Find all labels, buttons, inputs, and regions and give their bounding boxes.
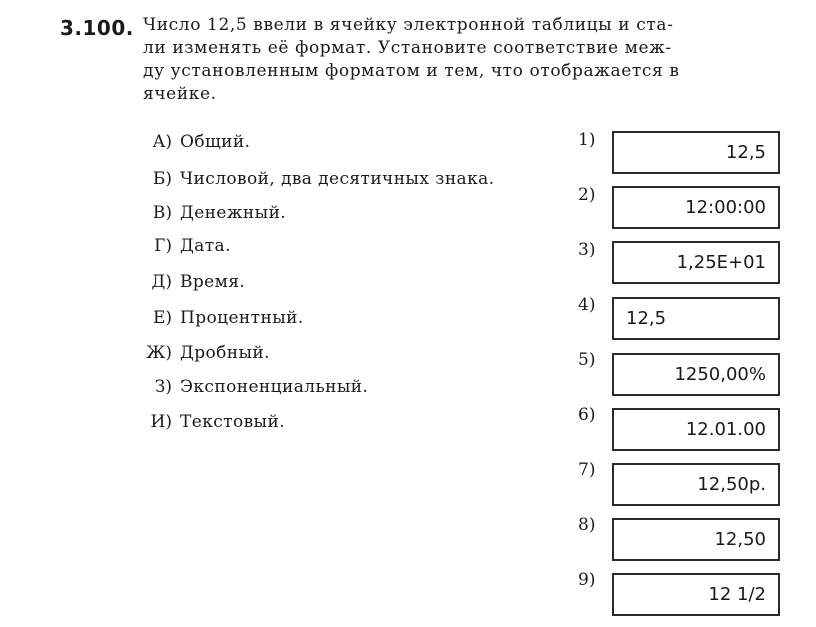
problem-number: 3.100. (60, 16, 134, 40)
cell-value-3: 1,25E+01 (676, 252, 766, 273)
format-label-e: Процентный. (180, 308, 304, 328)
cell-value-7: 12,50р. (697, 474, 766, 495)
cell-display-3 (612, 241, 780, 284)
format-letter-e: Е) (152, 308, 172, 328)
cell-display-4 (612, 297, 780, 340)
format-label-g: Дата. (180, 236, 231, 256)
cell-number-2: 2) (578, 185, 596, 205)
cell-value-8: 12,50 (714, 529, 766, 550)
problem-statement (143, 14, 793, 106)
format-label-v: Денежный. (180, 203, 287, 223)
cell-value-1: 12,5 (725, 142, 766, 163)
cell-display-1 (612, 131, 780, 174)
format-letter-v: В) (152, 203, 172, 223)
format-letter-b: Б) (152, 169, 172, 189)
cell-value-6: 12.01.00 (685, 419, 766, 440)
cell-number-7: 7) (578, 460, 596, 480)
format-label-a: Общий. (180, 132, 251, 152)
problem-line: ли изменять её формат. Установите соответствие меж- (143, 38, 672, 58)
cell-display-7 (612, 463, 780, 506)
format-letter-d: Д) (151, 272, 172, 292)
cell-number-6: 6) (578, 405, 596, 425)
problem-line: ячейке. (143, 84, 217, 104)
cell-value-9: 12 1/2 (708, 584, 766, 605)
cell-display-8 (612, 518, 780, 561)
cell-number-4: 4) (578, 295, 596, 315)
format-letter-i: И) (150, 412, 172, 432)
cell-number-5: 5) (578, 350, 596, 370)
cell-display-5 (612, 353, 780, 396)
cell-display-6 (612, 408, 780, 451)
format-label-i: Текстовый. (180, 412, 286, 432)
cell-value-2: 12:00:00 (685, 197, 766, 218)
cell-value-5: 1250,00% (674, 364, 766, 385)
format-letter-zh: Ж) (146, 343, 172, 363)
problem-line: Число 12,5 ввели в ячейку электронной таблицы и ста- (143, 15, 674, 35)
problem-line: ду установленным форматом и тем, что отображается в (143, 61, 680, 81)
cell-number-1: 1) (578, 130, 596, 150)
format-letter-a: А) (152, 132, 172, 152)
cell-display-2 (612, 186, 780, 229)
format-letter-g: Г) (154, 236, 172, 256)
cell-number-3: 3) (578, 240, 596, 260)
format-label-z: Экспоненциальный. (180, 377, 369, 397)
cell-display-9 (612, 573, 780, 616)
format-letter-z: З) (154, 377, 172, 397)
cell-number-9: 9) (578, 570, 596, 590)
format-label-d: Время. (180, 272, 246, 292)
format-label-b: Числовой, два десятичных знака. (180, 169, 495, 189)
cell-number-8: 8) (578, 515, 596, 535)
format-label-zh: Дробный. (180, 343, 270, 363)
cell-value-4: 12,5 (626, 308, 667, 329)
